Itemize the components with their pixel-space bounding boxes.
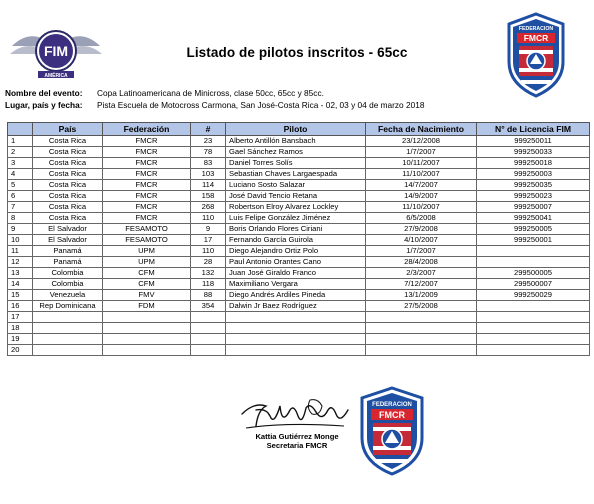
column-header: N° de Licencia FIM [477,123,590,136]
birth-date-cell: 14/9/2007 [366,191,477,202]
row-number: 1 [8,136,33,147]
country-cell [33,312,103,323]
table-row [8,235,590,246]
row-number: 6 [8,191,33,202]
race-number-cell [191,312,226,323]
row-number: 7 [8,202,33,213]
rider-name-cell [226,312,366,323]
table-row [8,169,590,180]
license-cell: 299500005 [477,268,590,279]
rider-name-cell [226,334,366,345]
fmcr-logo-top: FEDERACION [518,26,554,32]
race-number-cell: 110 [191,213,226,224]
federation-cell: FDM [103,301,191,312]
row-number: 20 [8,345,33,356]
license-cell: 299500007 [477,279,590,290]
country-cell: Colombia [33,268,103,279]
birth-date-cell: 6/5/2008 [366,213,477,224]
column-header: Fecha de Nacimiento [366,123,477,136]
table-row [8,224,590,235]
country-cell: Panamá [33,257,103,268]
column-header: País [33,123,103,136]
license-cell [477,334,590,345]
federation-cell: FMCR [103,180,191,191]
signatory-role: Secretaria FMCR [266,441,328,450]
federation-cell [103,312,191,323]
table-row [8,158,590,169]
row-number: 15 [8,290,33,301]
federation-cell: FMCR [103,191,191,202]
license-cell [477,345,590,356]
rider-name-cell: Robertson Elroy Alvarez Lockley [226,202,366,213]
birth-date-cell [366,334,477,345]
rider-name-cell: Daniel Torres Solís [226,158,366,169]
country-cell: Rep Dominicana [33,301,103,312]
federation-cell: FMCR [103,147,191,158]
table-row [8,301,590,312]
table-row [8,136,590,147]
column-header [8,123,33,136]
license-cell [477,301,590,312]
row-number: 5 [8,180,33,191]
fim-logo-text: FIM [43,43,69,59]
rider-name-cell: Sebastian Chaves Largaespada [226,169,366,180]
fmcr-logo-text: FMCR [523,33,549,43]
table-row [8,345,590,356]
rider-name-cell [226,323,366,334]
fmcr-stamp [358,386,426,476]
birth-date-cell: 28/4/2008 [366,257,477,268]
birth-date-cell: 13/1/2009 [366,290,477,301]
row-number: 11 [8,246,33,257]
event-name-row [5,88,324,98]
row-number: 13 [8,268,33,279]
handwritten-signature [236,396,354,434]
row-number: 10 [8,235,33,246]
birth-date-cell [366,312,477,323]
race-number-cell: 9 [191,224,226,235]
federation-cell: FMCR [103,202,191,213]
federation-cell: CFM [103,279,191,290]
country-cell: El Salvador [33,224,103,235]
rider-name-cell: Luciano Sosto Salazar [226,180,366,191]
table-row [8,279,590,290]
row-number: 16 [8,301,33,312]
rider-name-cell: Alberto Antillón Bansbach [226,136,366,147]
rider-name-cell: José David Tencio Retana [226,191,366,202]
license-cell: 999250003 [477,169,590,180]
race-number-cell: 83 [191,158,226,169]
pilots-table [7,122,590,356]
federation-cell [103,334,191,345]
federation-cell [103,323,191,334]
rider-name-cell: Dalwin Jr Baez Rodríguez [226,301,366,312]
rider-name-cell: Juan José Giraldo Franco [226,268,366,279]
country-cell: Costa Rica [33,191,103,202]
row-number: 19 [8,334,33,345]
birth-date-cell: 4/10/2007 [366,235,477,246]
birth-date-cell: 1/7/2007 [366,147,477,158]
race-number-cell: 118 [191,279,226,290]
rider-name-cell: Luis Felipe González Jiménez [226,213,366,224]
license-cell: 999250011 [477,136,590,147]
rider-name-cell: Diego Andrés Ardiles Pineda [226,290,366,301]
country-cell: Venezuela [33,290,103,301]
country-cell: Costa Rica [33,202,103,213]
federation-cell: FMCR [103,136,191,147]
license-cell: 999250001 [477,235,590,246]
country-cell: Costa Rica [33,136,103,147]
country-cell [33,334,103,345]
stamp-top-text: FEDERACION [372,402,412,408]
license-cell: 999250029 [477,290,590,301]
row-number: 4 [8,169,33,180]
table-row [8,334,590,345]
license-cell: 999250005 [477,224,590,235]
license-cell [477,246,590,257]
rider-name-cell: Maximiliano Vergara [226,279,366,290]
race-number-cell [191,334,226,345]
race-number-cell: 132 [191,268,226,279]
rider-name-cell: Paul Antonio Orantes Cano [226,257,366,268]
race-number-cell: 158 [191,191,226,202]
license-cell: 999250033 [477,147,590,158]
country-cell: Costa Rica [33,147,103,158]
federation-cell: FESAMOTO [103,224,191,235]
table-row [8,213,590,224]
federation-cell: CFM [103,268,191,279]
race-number-cell: 23 [191,136,226,147]
birth-date-cell: 27/5/2008 [366,301,477,312]
event-name-label: Nombre del evento: [5,88,83,98]
birth-date-cell: 10/11/2007 [366,158,477,169]
table-row [8,257,590,268]
row-number: 17 [8,312,33,323]
country-cell [33,323,103,334]
federation-cell [103,345,191,356]
license-cell: 999250018 [477,158,590,169]
birth-date-cell: 7/12/2007 [366,279,477,290]
race-number-cell: 114 [191,180,226,191]
table-row [8,202,590,213]
event-place-row [5,100,424,110]
event-place-value: Pista Escuela de Motocross Carmona, San José-Costa Rica - 02, 03 y 04 de marzo 2018 [97,100,425,110]
federation-cell: FMV [103,290,191,301]
rider-name-cell: Boris Orlando Flores Ciriani [226,224,366,235]
license-cell: 999250041 [477,213,590,224]
row-number: 8 [8,213,33,224]
country-cell: El Salvador [33,235,103,246]
fmcr-logo [505,12,567,98]
birth-date-cell: 11/10/2007 [366,202,477,213]
rider-name-cell: Diego Alejandro Ortiz Polo [226,246,366,257]
race-number-cell: 110 [191,246,226,257]
row-number: 18 [8,323,33,334]
birth-date-cell: 14/7/2007 [366,180,477,191]
country-cell: Costa Rica [33,213,103,224]
table-row [8,323,590,334]
federation-cell: UPM [103,257,191,268]
country-cell: Costa Rica [33,180,103,191]
row-number: 14 [8,279,33,290]
race-number-cell [191,323,226,334]
birth-date-cell: 11/10/2007 [366,169,477,180]
race-number-cell: 88 [191,290,226,301]
column-header: # [191,123,226,136]
table-row [8,147,590,158]
rider-name-cell [226,345,366,356]
page-title: Listado de pilotos inscritos - 65cc [186,45,408,60]
license-cell: 999250035 [477,180,590,191]
row-number: 12 [8,257,33,268]
country-cell: Costa Rica [33,169,103,180]
race-number-cell: 354 [191,301,226,312]
license-cell: 999250023 [477,191,590,202]
fim-logo-sub: AMÉRICA [44,73,68,79]
license-cell [477,323,590,334]
federation-cell: FMCR [103,158,191,169]
table-body [8,136,590,356]
country-cell: Panamá [33,246,103,257]
table-header-row [8,123,590,136]
row-number: 2 [8,147,33,158]
event-name-value: Copa Latinoamericana de Minicross, clase 50cc, 65cc y 85cc. [97,88,324,98]
row-number: 9 [8,224,33,235]
row-number: 3 [8,158,33,169]
federation-cell: FMCR [103,213,191,224]
table-row [8,268,590,279]
table-row [8,191,590,202]
country-cell: Colombia [33,279,103,290]
rider-name-cell: Gael Sánchez Ramos [226,147,366,158]
race-number-cell [191,345,226,356]
license-cell: 999250007 [477,202,590,213]
table-row [8,312,590,323]
stamp-text: FMCR [379,410,405,420]
table-row [8,246,590,257]
federation-cell: FMCR [103,169,191,180]
table-row [8,180,590,191]
birth-date-cell [366,323,477,334]
column-header: Piloto [226,123,366,136]
country-cell [33,345,103,356]
birth-date-cell: 27/9/2008 [366,224,477,235]
race-number-cell: 268 [191,202,226,213]
birth-date-cell: 1/7/2007 [366,246,477,257]
federation-cell: FESAMOTO [103,235,191,246]
signatory-name: Kattia Gutiérrez Monge [255,432,339,441]
birth-date-cell: 2/3/2007 [366,268,477,279]
federation-cell: UPM [103,246,191,257]
race-number-cell: 78 [191,147,226,158]
race-number-cell: 28 [191,257,226,268]
license-cell [477,312,590,323]
license-cell [477,257,590,268]
birth-date-cell: 23/12/2008 [366,136,477,147]
birth-date-cell [366,345,477,356]
event-place-label: Lugar, país y fecha: [5,100,83,110]
rider-name-cell: Fernando García Guirola [226,235,366,246]
table-row [8,290,590,301]
country-cell: Costa Rica [33,158,103,169]
race-number-cell: 103 [191,169,226,180]
race-number-cell: 17 [191,235,226,246]
column-header: Federación [103,123,191,136]
